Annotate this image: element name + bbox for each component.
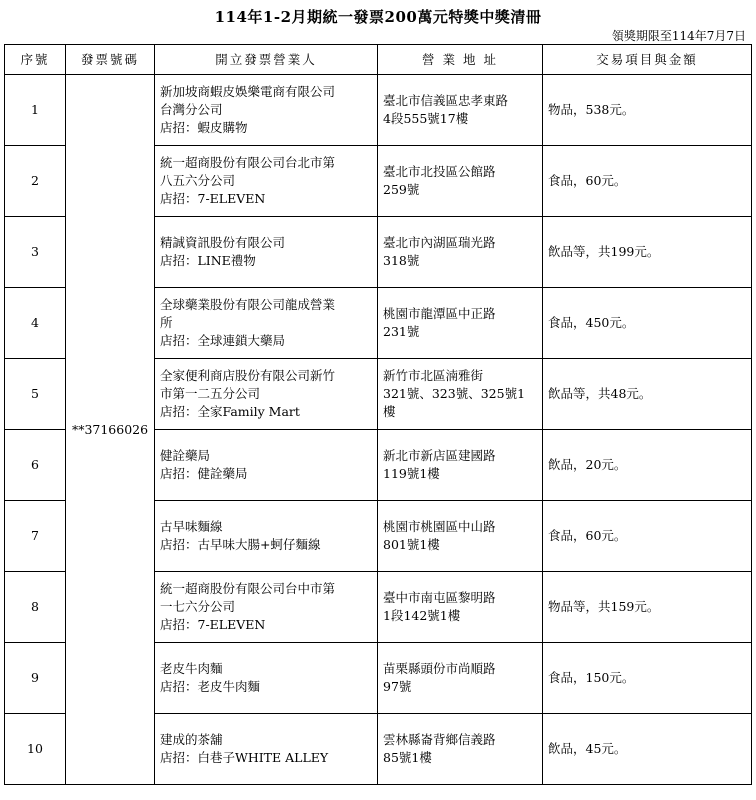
address-line: 119號1樓 — [383, 466, 440, 481]
merchant-cell — [155, 359, 378, 430]
merchant-line: 店招：全球連鎖大藥局 — [160, 333, 286, 348]
merchant-line: 全家便利商店股份有限公司新竹 — [160, 368, 336, 383]
address-line: 臺北市內湖區瑞光路 — [383, 235, 496, 250]
address-cell — [378, 288, 543, 359]
seq-cell: 5 — [5, 359, 66, 430]
merchant-cell — [155, 714, 378, 785]
address-cell — [378, 714, 543, 785]
seq-cell: 2 — [5, 146, 66, 217]
header-invoice-number: 發票號碼 — [66, 45, 155, 75]
seq-cell: 1 — [5, 75, 66, 146]
address-line: 桃園市桃園區中山路 — [383, 519, 496, 534]
merchant-line: 店招：全家Family Mart — [160, 404, 300, 419]
table-header-row — [5, 45, 752, 75]
address-cell — [378, 217, 543, 288]
table-row — [5, 75, 752, 146]
address-cell — [378, 146, 543, 217]
address-line: 801號1樓 — [383, 537, 440, 552]
address-line: 臺中市南屯區黎明路 — [383, 590, 496, 605]
merchant-line: 店招：古早味大腸+蚵仔麵線 — [160, 537, 321, 552]
item-cell: 食品，60元。 — [543, 501, 752, 572]
merchant-cell — [155, 217, 378, 288]
merchant-line: 台灣分公司 — [160, 102, 223, 117]
address-line: 1段142號1樓 — [383, 608, 461, 623]
address-line: 259號 — [383, 182, 420, 197]
merchant-line: 古早味麵線 — [160, 519, 223, 534]
address-cell — [378, 572, 543, 643]
item-cell: 飲品，45元。 — [543, 714, 752, 785]
item-cell: 食品，450元。 — [543, 288, 752, 359]
item-cell: 食品，60元。 — [543, 146, 752, 217]
header-merchant: 開立發票營業人 — [155, 45, 378, 75]
seq-cell: 7 — [5, 501, 66, 572]
merchant-line: 統一超商股份有限公司台北市第 — [160, 155, 336, 170]
address-line: 桃園市龍潭區中正路 — [383, 306, 496, 321]
winners-table — [4, 44, 752, 785]
merchant-line: 八五六分公司 — [160, 173, 236, 188]
merchant-line: 建成的茶舖 — [160, 732, 223, 747]
merchant-line: 精誠資訊股份有限公司 — [160, 235, 286, 250]
merchant-line: 健詮藥局 — [160, 448, 211, 463]
merchant-line: 一七六分公司 — [160, 599, 236, 614]
claim-deadline: 領獎期限至114年7月7日 — [611, 29, 746, 43]
seq-cell: 9 — [5, 643, 66, 714]
header-seq: 序號 — [5, 45, 66, 75]
address-line: 雲林縣崙背鄉信義路 — [383, 732, 496, 747]
merchant-cell — [155, 572, 378, 643]
address-cell — [378, 75, 543, 146]
seq-cell: 8 — [5, 572, 66, 643]
merchant-line: 所 — [160, 315, 173, 330]
merchant-line: 店招：白巷子WHITE ALLEY — [160, 750, 329, 765]
merchant-line: 新加坡商蝦皮娛樂電商有限公司 — [160, 84, 336, 99]
merchant-line: 統一超商股份有限公司台中市第 — [160, 581, 336, 596]
item-cell: 物品，538元。 — [543, 75, 752, 146]
address-line: 新北市新店區建國路 — [383, 448, 496, 463]
seq-cell: 3 — [5, 217, 66, 288]
address-line: 318號 — [383, 253, 420, 268]
header-item-amount: 交易項目與金額 — [543, 45, 752, 75]
seq-cell: 4 — [5, 288, 66, 359]
address-line: 321號、323號、325號1 — [383, 386, 526, 401]
merchant-line: 市第一二五分公司 — [160, 386, 261, 401]
merchant-line: 店招：7-ELEVEN — [160, 617, 266, 632]
seq-cell: 6 — [5, 430, 66, 501]
address-line: 4段555號17樓 — [383, 111, 469, 126]
merchant-cell — [155, 643, 378, 714]
address-line: 231號 — [383, 324, 420, 339]
item-cell: 飲品等，共48元。 — [543, 359, 752, 430]
seq-cell: 10 — [5, 714, 66, 785]
merchant-cell — [155, 75, 378, 146]
item-cell: 物品等，共159元。 — [543, 572, 752, 643]
merchant-line: 店招：蝦皮購物 — [160, 120, 248, 135]
merchant-cell — [155, 501, 378, 572]
address-line: 新竹市北區湳雅街 — [383, 368, 484, 383]
item-cell: 飲品，20元。 — [543, 430, 752, 501]
merchant-line: 店招：LINE禮物 — [160, 253, 256, 268]
header-address: 營 業 地 址 — [378, 45, 543, 75]
address-cell — [378, 643, 543, 714]
item-cell: 飲品等，共199元。 — [543, 217, 752, 288]
address-cell — [378, 359, 543, 430]
merchant-cell — [155, 146, 378, 217]
address-line: 97號 — [383, 679, 412, 694]
merchant-line: 老皮牛肉麵 — [160, 661, 223, 676]
address-line: 85號1樓 — [383, 750, 432, 765]
merchant-cell — [155, 288, 378, 359]
page-title: 114年1-2月期統一發票200萬元特獎中獎清冊 — [214, 8, 542, 26]
address-cell — [378, 430, 543, 501]
address-line: 苗栗縣頭份市尚順路 — [383, 661, 496, 676]
merchant-cell — [155, 430, 378, 501]
merchant-line: 店招：健詮藥局 — [160, 466, 248, 481]
address-line: 臺北市北投區公館路 — [383, 164, 496, 179]
address-line: 臺北市信義區忠孝東路 — [383, 93, 509, 108]
merchant-line: 店招：7-ELEVEN — [160, 191, 266, 206]
item-cell: 食品，150元。 — [543, 643, 752, 714]
address-line: 樓 — [383, 404, 396, 419]
address-cell — [378, 501, 543, 572]
merchant-line: 全球藥業股份有限公司龍成營業 — [160, 297, 336, 312]
merchant-line: 店招：老皮牛肉麵 — [160, 679, 261, 694]
invoice-number-cell: **37166026 — [66, 75, 155, 785]
